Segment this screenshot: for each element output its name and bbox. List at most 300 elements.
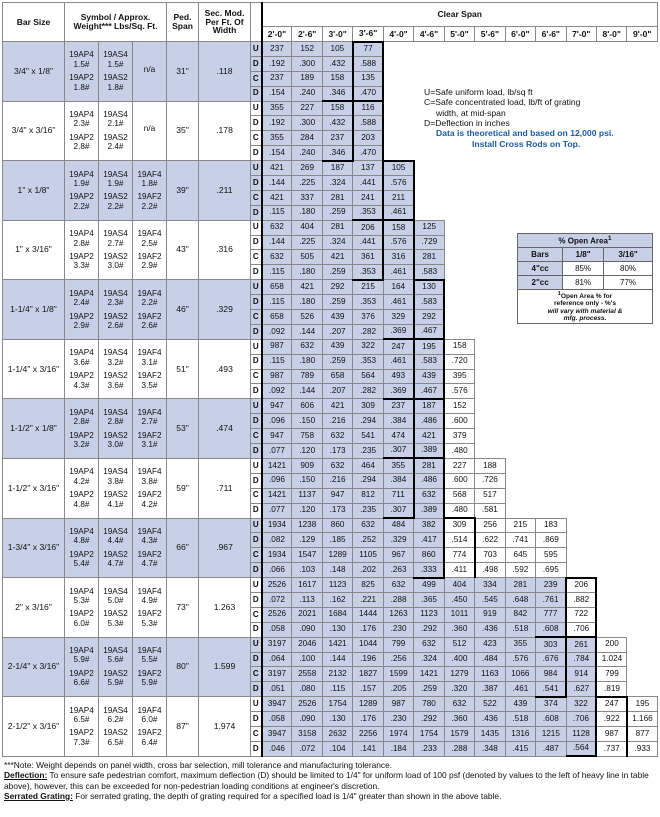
- row-type-letter: D: [251, 146, 262, 161]
- row-type-letter: D: [251, 444, 262, 459]
- load-value: .096: [262, 414, 292, 429]
- load-value: 564: [353, 369, 383, 384]
- empty-cell: [536, 354, 566, 369]
- span-header: 9'-0": [627, 27, 658, 42]
- symbol-weight: [99, 399, 133, 459]
- legend: [424, 87, 660, 149]
- load-value: .058: [262, 712, 292, 727]
- load-value: .353: [353, 205, 383, 220]
- load-value: 206: [353, 220, 383, 235]
- symbol-line: 5.9#: [73, 655, 90, 665]
- symbol-weight: [65, 339, 99, 399]
- span-header: 2'-0": [262, 27, 292, 42]
- ped-span: 35": [167, 101, 199, 161]
- row-type-letter: U: [251, 637, 262, 652]
- load-value: 1044: [353, 637, 383, 652]
- load-value: .292: [414, 622, 444, 637]
- symbol-line: 19AF4: [137, 526, 162, 536]
- symbol-line: 19AS2: [103, 371, 128, 381]
- table-row: [3, 339, 658, 354]
- load-value: .627: [566, 682, 596, 697]
- symbol-line: 2.5#: [141, 238, 158, 248]
- empty-cell: [505, 429, 535, 444]
- symbol-line: 19AS4: [103, 407, 128, 417]
- empty-cell: [505, 205, 535, 220]
- span-header: 6'-6": [536, 27, 566, 42]
- load-value: 522: [475, 697, 505, 712]
- symbol-line: 19AP2: [69, 728, 94, 738]
- load-value: 3158: [292, 726, 322, 741]
- empty-cell: [596, 622, 626, 637]
- empty-cell: [596, 548, 626, 563]
- load-value: .576: [383, 176, 413, 191]
- load-value: 281: [322, 220, 352, 235]
- symbol-line: 4.2#: [73, 476, 90, 486]
- empty-cell: [475, 354, 505, 369]
- ped-span: 31": [167, 42, 199, 102]
- symbol-weight: [99, 518, 133, 578]
- load-value: 541: [353, 429, 383, 444]
- table-row: [3, 697, 658, 712]
- load-value: .360: [444, 622, 474, 637]
- load-value: .541: [536, 682, 566, 697]
- symbol-weight: [99, 161, 133, 221]
- load-value: .869: [536, 533, 566, 548]
- load-value: 188: [475, 458, 505, 473]
- symbol-weight: [65, 399, 99, 459]
- empty-cell: [505, 488, 535, 503]
- empty-cell: [475, 310, 505, 325]
- empty-cell: [444, 71, 474, 86]
- load-value: 379: [444, 429, 474, 444]
- load-value: .365: [414, 592, 444, 607]
- empty-cell: [383, 131, 413, 146]
- load-value: .576: [444, 384, 474, 399]
- bar-size: 1-1/2" x 3/16": [3, 458, 65, 518]
- symbol-line: 3.1#: [141, 440, 158, 450]
- load-value: 777: [536, 607, 566, 622]
- load-value: .706: [566, 712, 596, 727]
- load-value: 758: [292, 429, 322, 444]
- empty-cell: [566, 339, 596, 354]
- empty-cell: [475, 324, 505, 339]
- load-value: .480: [444, 444, 474, 459]
- load-value: 909: [292, 458, 322, 473]
- symbol-weight: [133, 161, 167, 221]
- symbol-weight: [99, 637, 133, 697]
- load-value: .051: [262, 682, 292, 697]
- symbol-line: 2.8#: [73, 417, 90, 427]
- symbol-line: 19AP4: [69, 110, 94, 119]
- empty-cell: [505, 369, 535, 384]
- row-type-letter: D: [251, 205, 262, 220]
- symbol-line: 6.5#: [107, 737, 124, 747]
- load-value: .545: [475, 592, 505, 607]
- load-value: 493: [383, 369, 413, 384]
- load-value: 203: [353, 131, 383, 146]
- empty-cell: [505, 324, 535, 339]
- section-modulus: .967: [199, 518, 251, 578]
- load-value: 1421: [262, 458, 292, 473]
- load-value: 2256: [353, 726, 383, 741]
- load-value: .436: [475, 622, 505, 637]
- load-value: 877: [627, 726, 658, 741]
- load-value: 77: [353, 42, 383, 57]
- load-value: .154: [262, 146, 292, 161]
- load-value: 237: [322, 131, 352, 146]
- ped-span: 46": [167, 280, 199, 340]
- load-value: 195: [627, 697, 658, 712]
- empty-cell: [475, 205, 505, 220]
- symbol-line: 1.5#: [73, 59, 90, 69]
- bar-size: 2" x 3/16": [3, 578, 65, 638]
- open-area-footnote: $^1$Open Area % for reference only - %'s will vary with material & mfg. process.: [517, 290, 653, 324]
- load-value: 152: [444, 399, 474, 414]
- row-type-letter: U: [251, 42, 262, 57]
- load-value: .360: [444, 712, 474, 727]
- empty-cell: [566, 414, 596, 429]
- load-value: 799: [383, 637, 413, 652]
- empty-cell: [536, 369, 566, 384]
- load-value: .737: [596, 741, 626, 756]
- section-modulus: .493: [199, 339, 251, 399]
- empty-cell: [536, 458, 566, 473]
- load-value: .346: [322, 146, 352, 161]
- load-value: 1279: [444, 667, 474, 682]
- empty-cell: [383, 101, 413, 116]
- empty-cell: [596, 384, 626, 399]
- ped-span: 66": [167, 518, 199, 578]
- load-value: 105: [322, 42, 352, 57]
- header-spacer: [251, 3, 262, 42]
- load-value: .120: [292, 503, 322, 518]
- load-value: .369: [383, 384, 413, 399]
- load-value: 241: [353, 190, 383, 205]
- empty-cell: [596, 56, 626, 71]
- empty-cell: [627, 324, 658, 339]
- empty-cell: [505, 42, 535, 57]
- empty-cell: [596, 503, 626, 518]
- row-type-letter: D: [251, 116, 262, 131]
- load-value: 237: [383, 399, 413, 414]
- load-value: 316: [383, 250, 413, 265]
- empty-cell: [475, 295, 505, 310]
- symbol-weight: [133, 220, 167, 280]
- empty-cell: [475, 250, 505, 265]
- symbol-line: 2.6#: [107, 320, 124, 330]
- section-modulus: .474: [199, 399, 251, 459]
- symbol-line: 2.2#: [141, 201, 158, 211]
- load-value: 309: [444, 518, 474, 533]
- load-value: .202: [353, 563, 383, 578]
- load-value: .263: [383, 563, 413, 578]
- load-value: 158: [322, 101, 352, 116]
- load-value: 3197: [262, 667, 292, 682]
- load-value: 334: [475, 578, 505, 593]
- load-value: 632: [292, 339, 322, 354]
- empty-cell: [414, 176, 444, 191]
- load-value: 1421: [262, 488, 292, 503]
- row-type-letter: D: [251, 265, 262, 280]
- span-header: 5'-0": [444, 27, 474, 42]
- load-value: .100: [292, 652, 322, 667]
- row-type-letter: D: [251, 354, 262, 369]
- load-value: .144: [262, 235, 292, 250]
- load-value: .467: [414, 384, 444, 399]
- load-value: .090: [292, 712, 322, 727]
- row-type-letter: D: [251, 682, 262, 697]
- section-modulus: 1.263: [199, 578, 251, 638]
- symbol-line: 19AP4: [69, 467, 94, 477]
- load-value: .300: [292, 56, 322, 71]
- empty-cell: [536, 429, 566, 444]
- load-value: 2046: [292, 637, 322, 652]
- empty-cell: [475, 414, 505, 429]
- load-value: 439: [414, 369, 444, 384]
- load-value: .216: [322, 473, 352, 488]
- load-value: .588: [353, 116, 383, 131]
- empty-cell: [536, 488, 566, 503]
- load-value: 187: [322, 161, 352, 176]
- load-value: 632: [322, 458, 352, 473]
- load-value: 606: [292, 399, 322, 414]
- header-symbol-weight: Symbol / Approx. Weight*** Lbs/Sq. Ft.: [65, 3, 167, 42]
- load-value: 382: [414, 518, 444, 533]
- symbol-weight: [133, 518, 167, 578]
- load-value: 374: [536, 697, 566, 712]
- row-type-letter: D: [251, 503, 262, 518]
- load-value: .259: [322, 354, 352, 369]
- symbol-weight: [133, 637, 167, 697]
- ped-span: 73": [167, 578, 199, 638]
- load-value: .320: [444, 682, 474, 697]
- load-value: 105: [383, 161, 413, 176]
- symbol-line: 19AF4: [137, 467, 162, 477]
- empty-cell: [627, 414, 658, 429]
- symbol-line: 19AS4: [103, 705, 128, 715]
- symbol-weight: [65, 637, 99, 697]
- symbol-line: 2.9#: [73, 320, 90, 330]
- symbol-line: 19AF2: [137, 371, 162, 381]
- load-value: 517: [475, 488, 505, 503]
- empty-cell: [596, 533, 626, 548]
- header-clear-span: Clear Span: [262, 3, 658, 27]
- symbol-line: 19AS2: [103, 549, 128, 559]
- load-value: .077: [262, 444, 292, 459]
- load-value: 505: [292, 250, 322, 265]
- load-value: 116: [353, 101, 383, 116]
- load-value: 421: [292, 280, 322, 295]
- symbol-weight: [99, 458, 133, 518]
- open-area-value: 85%: [563, 262, 604, 276]
- empty-cell: [596, 563, 626, 578]
- row-type-letter: C: [251, 131, 262, 146]
- empty-cell: [475, 220, 505, 235]
- row-type-letter: D: [251, 324, 262, 339]
- load-value: 125: [414, 220, 444, 235]
- symbol-line: 5.0#: [107, 595, 124, 605]
- empty-cell: [444, 161, 474, 176]
- empty-cell: [475, 71, 505, 86]
- symbol-line: 19AS4: [103, 229, 128, 239]
- load-value: 967: [383, 548, 413, 563]
- empty-cell: [505, 399, 535, 414]
- row-type-letter: U: [251, 458, 262, 473]
- symbol-line: 5.3#: [73, 595, 90, 605]
- load-value: .761: [536, 592, 566, 607]
- empty-cell: [596, 592, 626, 607]
- row-type-letter: D: [251, 176, 262, 191]
- load-value: .046: [262, 741, 292, 756]
- symbol-line: 19AF2: [137, 192, 162, 202]
- load-value: .082: [262, 533, 292, 548]
- load-value: 1137: [292, 488, 322, 503]
- empty-cell: [383, 42, 413, 57]
- empty-cell: [475, 235, 505, 250]
- load-value: 395: [444, 369, 474, 384]
- empty-cell: [444, 220, 474, 235]
- symbol-line: 3.8#: [107, 476, 124, 486]
- empty-cell: [566, 563, 596, 578]
- load-value: .130: [322, 712, 352, 727]
- span-header: 3'-6": [353, 27, 383, 42]
- load-value: .173: [322, 444, 352, 459]
- load-value: .092: [262, 324, 292, 339]
- empty-cell: [596, 429, 626, 444]
- symbol-weight: [99, 101, 133, 161]
- empty-cell: [627, 339, 658, 354]
- load-value: 2132: [322, 667, 352, 682]
- load-value: 292: [414, 310, 444, 325]
- load-value: 439: [322, 310, 352, 325]
- empty-cell: [627, 503, 658, 518]
- empty-cell: [536, 473, 566, 488]
- load-value: .461: [383, 354, 413, 369]
- section-modulus: .178: [199, 101, 251, 161]
- load-value: 1444: [353, 607, 383, 622]
- load-value: .157: [353, 682, 383, 697]
- load-value: .144: [322, 652, 352, 667]
- load-value: 464: [353, 458, 383, 473]
- empty-cell: [566, 161, 596, 176]
- load-value: 919: [475, 607, 505, 622]
- load-value: 1263: [383, 607, 413, 622]
- load-value: .583: [414, 265, 444, 280]
- load-value: 2021: [292, 607, 322, 622]
- empty-cell: [627, 190, 658, 205]
- load-value: 474: [383, 429, 413, 444]
- row-type-letter: C: [251, 369, 262, 384]
- empty-cell: [536, 399, 566, 414]
- load-value: .294: [353, 473, 383, 488]
- symbol-line: 2.7#: [141, 417, 158, 427]
- load-value: 632: [414, 637, 444, 652]
- symbol-line: 19AP4: [69, 50, 94, 60]
- load-value: 421: [262, 190, 292, 205]
- load-value: 825: [353, 578, 383, 593]
- load-value: .600: [444, 414, 474, 429]
- symbol-line: 19AF2: [137, 430, 162, 440]
- load-value: .450: [444, 592, 474, 607]
- load-value: .729: [414, 235, 444, 250]
- symbol-weight: [133, 280, 167, 340]
- empty-cell: [627, 56, 658, 71]
- bar-size: 3/4" x 3/16": [3, 101, 65, 161]
- load-value: .221: [353, 592, 383, 607]
- empty-cell: [566, 384, 596, 399]
- empty-cell: [505, 354, 535, 369]
- empty-cell: [596, 190, 626, 205]
- load-value: 1579: [444, 726, 474, 741]
- load-value: .104: [322, 741, 352, 756]
- load-value: .676: [536, 652, 566, 667]
- load-value: .307: [383, 444, 413, 459]
- empty-cell: [505, 384, 535, 399]
- load-value: 237: [262, 71, 292, 86]
- load-value: .294: [353, 414, 383, 429]
- empty-cell: [627, 682, 658, 697]
- load-value: 376: [353, 310, 383, 325]
- load-value: 1435: [475, 726, 505, 741]
- empty-cell: [475, 176, 505, 191]
- load-value: 722: [566, 607, 596, 622]
- symbol-line: 2.8#: [73, 142, 90, 152]
- symbol-line: 6.5#: [73, 715, 90, 725]
- empty-cell: [505, 503, 535, 518]
- load-value: .369: [383, 324, 413, 339]
- load-value: 1123: [414, 607, 444, 622]
- row-type-letter: D: [251, 622, 262, 637]
- symbol-line: 19AF4: [137, 646, 162, 656]
- empty-cell: [444, 250, 474, 265]
- load-value: .252: [353, 533, 383, 548]
- symbol-line: 4.7#: [141, 559, 158, 569]
- empty-cell: [383, 146, 413, 161]
- empty-cell: [566, 190, 596, 205]
- symbol-line: 5.4#: [73, 559, 90, 569]
- ped-span: 51": [167, 339, 199, 399]
- symbol-line: 19AS2: [103, 73, 128, 83]
- empty-cell: [505, 339, 535, 354]
- load-value: .498: [475, 563, 505, 578]
- load-value: .518: [505, 712, 535, 727]
- row-type-letter: D: [251, 563, 262, 578]
- symbol-weight: [65, 161, 99, 221]
- empty-cell: [505, 473, 535, 488]
- bar-size: 1-1/4" x 1/8": [3, 280, 65, 340]
- load-value: .470: [353, 146, 383, 161]
- empty-cell: [475, 369, 505, 384]
- symbol-line: 19AF2: [137, 609, 162, 619]
- load-value: 632: [383, 578, 413, 593]
- load-value: 1105: [353, 548, 383, 563]
- symbol-line: 4.2#: [141, 499, 158, 509]
- symbol-line: 2.6#: [141, 320, 158, 330]
- symbol-line: 3.8#: [141, 476, 158, 486]
- load-value: .092: [262, 384, 292, 399]
- load-value: 1289: [353, 697, 383, 712]
- section-modulus: 1.974: [199, 697, 251, 757]
- row-type-letter: C: [251, 726, 262, 741]
- load-value: 421: [322, 250, 352, 265]
- empty-cell: [566, 548, 596, 563]
- ped-span: 80": [167, 637, 199, 697]
- symbol-line: 19AS2: [103, 251, 128, 261]
- load-value: 1934: [262, 548, 292, 563]
- load-value: 987: [383, 697, 413, 712]
- row-type-letter: C: [251, 190, 262, 205]
- load-value: 152: [292, 42, 322, 57]
